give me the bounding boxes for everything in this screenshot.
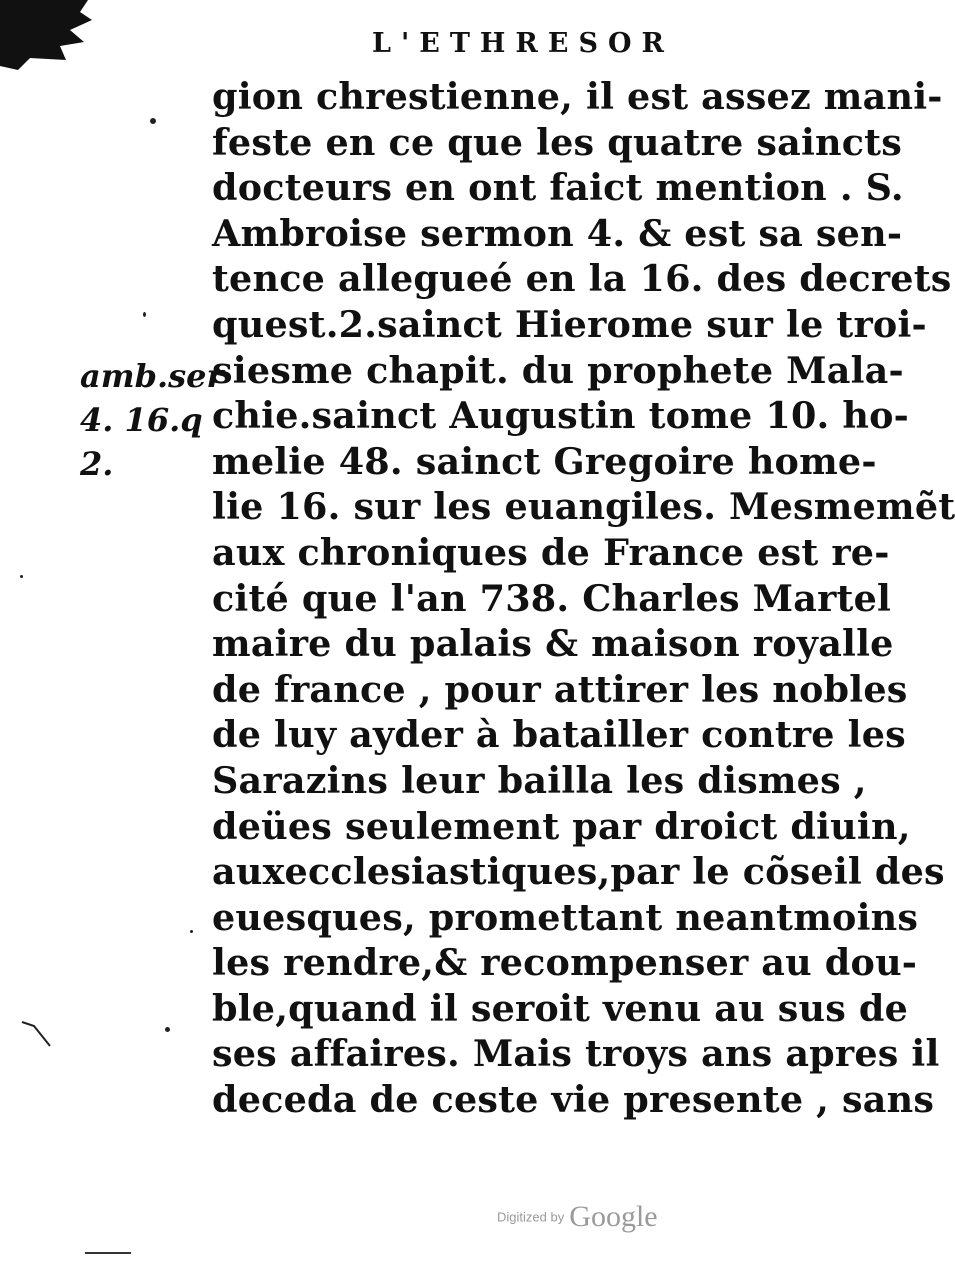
- marginal-note: [80, 354, 224, 486]
- digitized-by-label: Digitized by: [497, 1209, 565, 1225]
- running-head: L'ETHRESOR: [372, 28, 674, 59]
- text-line: ses affaires. Mais troys ans apres il: [212, 1032, 940, 1076]
- text-line: auxecclesiastiques,par le cõseil des: [212, 850, 945, 894]
- ink-speck: [150, 118, 156, 124]
- text-line: cité que l'an 738. Charles Martel: [212, 576, 892, 620]
- text-line: melie 48. sainct Gregoire home-: [212, 439, 877, 483]
- text-line: lie 16. sur les euangiles. Mesmemẽt: [212, 485, 955, 529]
- text-line: tence allegueé en la 16. des decrets: [212, 257, 952, 301]
- ink-speck: [20, 575, 23, 578]
- text-line: chie.sainct Augustin tome 10. ho-: [212, 394, 909, 438]
- text-line: Sarazins leur bailla les dismes ,: [212, 758, 867, 802]
- text-line: de france , pour attirer les nobles: [212, 667, 908, 711]
- corner-ink-blot: [0, 0, 95, 70]
- text-line: quest.2.sainct Hierome sur le troi-: [212, 302, 927, 346]
- text-line: euesques, promettant neantmoins: [212, 895, 919, 939]
- text-line: feste en ce que les quatre saincts: [212, 120, 902, 164]
- text-line: deües seulement par droict diuin,: [212, 804, 911, 848]
- margin-ink-stroke: [20, 1018, 60, 1048]
- text-line: maire du palais & maison royalle: [212, 622, 894, 666]
- text-line: siesme chapit. du prophete Mala-: [212, 348, 904, 392]
- body-text: [212, 74, 955, 1123]
- digitized-by-google-watermark: [497, 1200, 697, 1240]
- text-line: Ambroise sermon 4. & est sa sen-: [212, 211, 903, 255]
- ink-speck: [143, 312, 146, 317]
- google-logo: Google: [569, 1200, 658, 1233]
- marginal-note-line: 2.: [80, 445, 114, 483]
- ink-speck: [165, 1027, 170, 1032]
- bottom-rule: [85, 1252, 131, 1254]
- ink-speck: [190, 930, 193, 933]
- text-line: gion chrestienne, il est assez mani-: [212, 75, 943, 118]
- text-line: ble,quand il seroit venu au sus de: [212, 986, 909, 1030]
- text-line: de luy ayder à batailler contre les: [212, 713, 906, 757]
- marginal-note-line: amb.ser: [80, 357, 224, 395]
- text-line: les rendre,& recompenser au dou-: [212, 941, 918, 985]
- marginal-note-line: 4. 16.q: [80, 401, 203, 439]
- text-line: docteurs en ont faict mention . S.: [212, 166, 904, 210]
- text-line: deceda de ceste vie presente , sans: [212, 1078, 935, 1122]
- text-line: aux chroniques de France est re-: [212, 530, 890, 574]
